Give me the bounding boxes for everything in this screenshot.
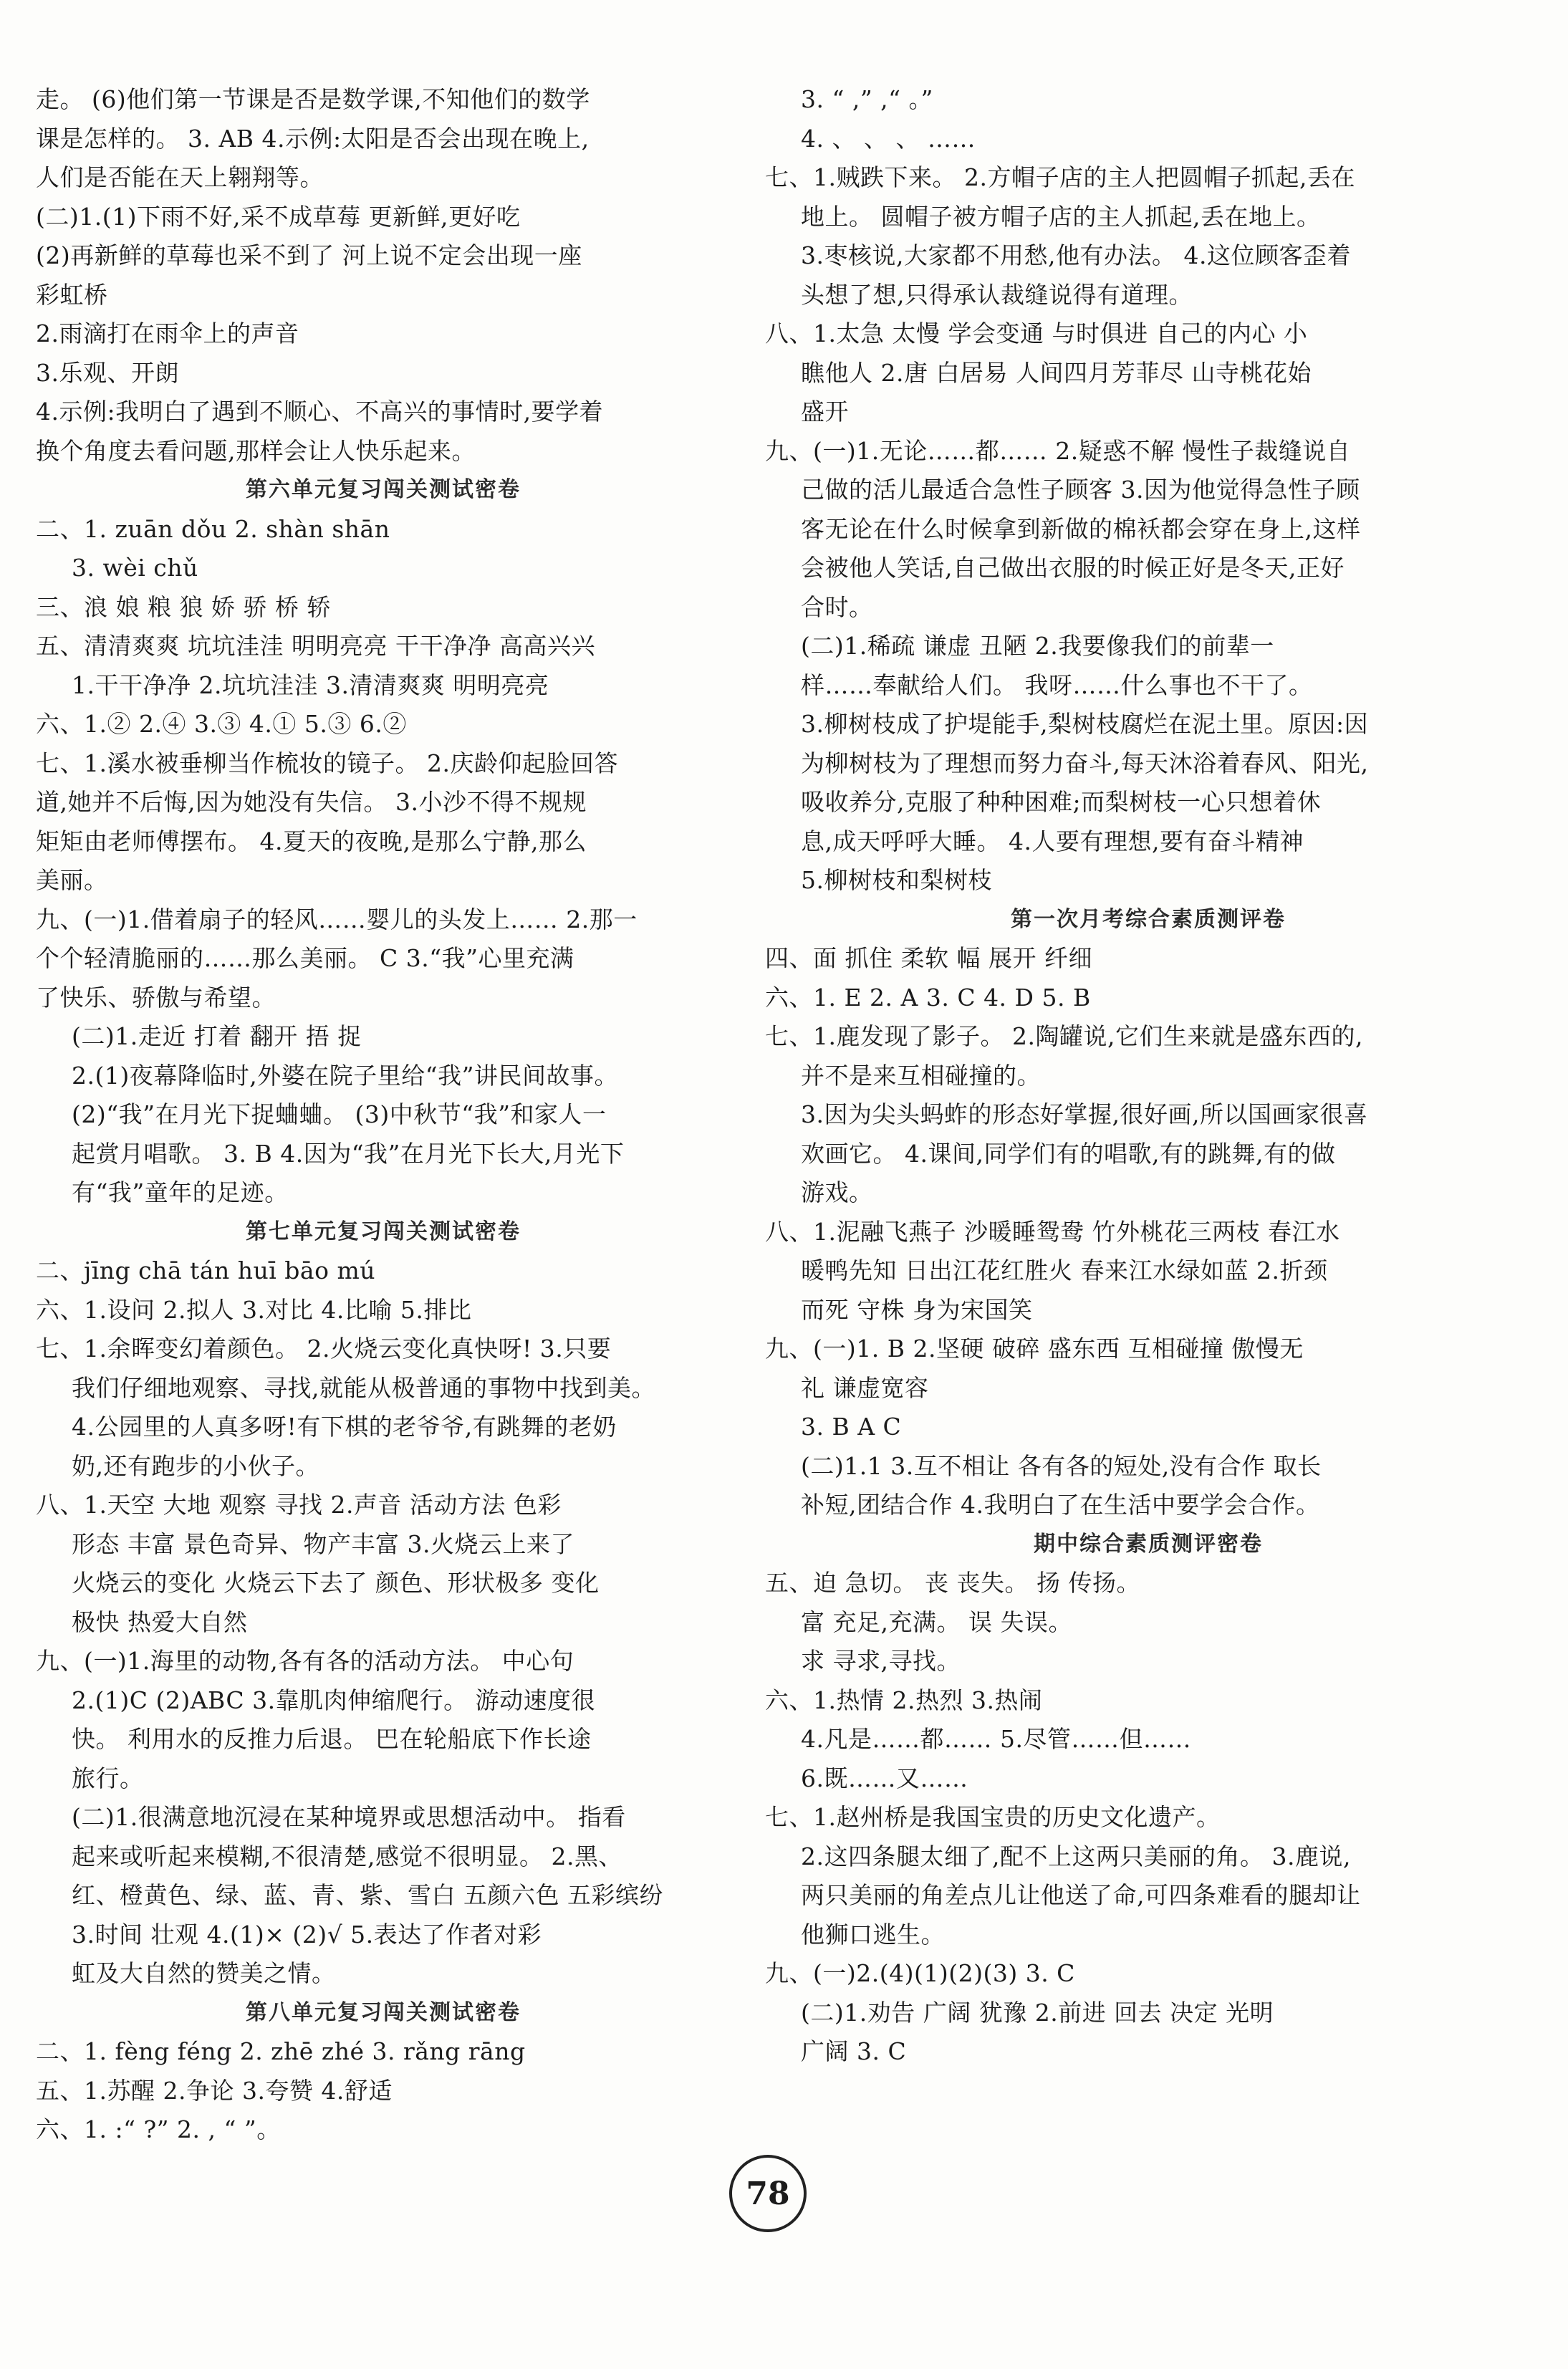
answer-line: 3.时间 壮观 4.(1)× (2)√ 5.表达了作者对彩 [72, 1920, 542, 1948]
answer-line: 七、1.溪水被垂柳当作梳妆的镜子。 2.庆龄仰起脸回答 [36, 749, 618, 777]
answer-line: 二、1. fèng féng 2. zhē zhé 3. rǎng rāng [36, 2037, 526, 2065]
answer-line: 两只美丽的角差点儿让他送了命,可四条难看的腿却让 [801, 1881, 1361, 1909]
answer-line: 人们是否能在天上翱翔等。 [36, 163, 324, 191]
answer-line: 了快乐、骄傲与希望。 [36, 983, 276, 1011]
answer-line: 八、1.天空 大地 观察 寻找 2.声音 活动方法 色彩 [36, 1491, 562, 1519]
section-title: 期中综合素质测评密卷 [1034, 1531, 1263, 1557]
answer-line: 并不是来互相碰撞的。 [801, 1061, 1041, 1090]
answer-line: 七、1.鹿发现了影子。 2.陶罐说,它们生来就是盛东西的, [765, 1022, 1363, 1050]
answer-line: 头想了想,只得承认裁缝说得有道理。 [801, 280, 1193, 309]
answer-line: 六、1.② 2.④ 3.③ 4.① 5.③ 6.② [36, 710, 407, 738]
answer-line: 三、浪 娘 粮 狼 娇 骄 桥 轿 [36, 592, 331, 621]
answer-line: (2)再新鲜的草莓也采不到了 河上说不定会出现一座 [36, 241, 582, 269]
answer-line: 5.柳树枝和梨树枝 [801, 866, 992, 894]
answer-line: 旅行。 [72, 1764, 144, 1792]
answer-line: 个个轻清脆丽的……那么美丽。 C 3.“我”心里充满 [36, 944, 574, 972]
answer-line: 有“我”童年的足迹。 [72, 1178, 289, 1206]
answer-line: (二)1.1 3.互不相让 各有各的短处,没有合作 取长 [801, 1451, 1322, 1480]
answer-line: 九、(一)1.海里的动物,各有各的活动方法。 中心句 [36, 1647, 574, 1675]
answer-line: 会被他人笑话,自己做出衣服的时候正好是冬天,正好 [801, 554, 1345, 582]
answer-line: 七、1.贼跌下来。 2.方帽子店的主人把圆帽子抓起,丢在 [765, 163, 1355, 191]
answer-line: 3. “ ,” ,“ 。” [801, 85, 933, 113]
answer-line: 2.雨滴打在雨伞上的声音 [36, 319, 299, 347]
answer-line: 而死 守株 身为宋国笑 [801, 1295, 1033, 1324]
answer-line: 极快 热爱大自然 [72, 1608, 248, 1636]
answer-line: 七、1.赵州桥是我国宝贵的历史文化遗产。 [765, 1803, 1221, 1831]
answer-line: 奶,还有跑步的小伙子。 [72, 1451, 319, 1480]
answer-line: 6.既……又…… [801, 1764, 968, 1792]
answer-line: 矩矩由老师傅摆布。 4.夏天的夜晚,是那么宁静,那么 [36, 827, 587, 855]
answer-line: (二)1.很满意地沉浸在某种境界或思想活动中。 指看 [72, 1803, 626, 1831]
answer-line: 为柳树枝为了理想而努力奋斗,每天沐浴着春风、阳光, [801, 749, 1369, 777]
answer-line: 客无论在什么时候拿到新做的棉袄都会穿在身上,这样 [801, 514, 1361, 543]
answer-line: 换个角度去看问题,那样会让人快乐起来。 [36, 436, 476, 465]
answer-line: 九、(一)2.(4)(1)(2)(3) 3. C [765, 1959, 1075, 1987]
section-title: 第七单元复习闯关测试密卷 [246, 1219, 521, 1244]
answer-line: 美丽。 [36, 866, 108, 894]
answer-line: 起赏月唱歌。 3. B 4.因为“我”在月光下长大,月光下 [72, 1139, 625, 1168]
right-column [765, 80, 1531, 2072]
answer-line: 四、面 抓住 柔软 幅 展开 纤细 [765, 944, 1092, 972]
answer-line: 4.凡是……都…… 5.尽管……但…… [801, 1725, 1191, 1753]
answer-line: 游戏。 [801, 1178, 873, 1206]
answer-line: 五、清清爽爽 坑坑洼洼 明明亮亮 干干净净 高高兴兴 [36, 632, 595, 660]
answer-line: 九、(一)1.借着扇子的轻风……婴儿的头发上…… 2.那一 [36, 905, 638, 933]
answer-line: (二)1.走近 打着 翻开 捂 捉 [72, 1022, 362, 1050]
answer-line: 求 寻求,寻找。 [801, 1647, 961, 1675]
answer-line: 七、1.余晖变幻着颜色。 2.火烧云变化真快呀! 3.只要 [36, 1335, 612, 1363]
answer-line: 3.柳树枝成了护堤能手,梨树枝腐烂在泥土里。原因:因 [801, 710, 1369, 738]
answer-line: 3.枣核说,大家都不用愁,他有办法。 4.这位顾客歪着 [801, 241, 1351, 269]
answer-line: 2.(1)夜幕降临时,外婆在院子里给“我”讲民间故事。 [72, 1061, 618, 1090]
answer-line: 红、橙黄色、绿、蓝、青、紫、雪白 五颜六色 五彩缤纷 [72, 1881, 663, 1909]
answer-line: 吸收养分,克服了种种困难;而梨树枝一心只想着休 [801, 788, 1322, 816]
answer-line: 六、1.设问 2.拟人 3.对比 4.比喻 5.排比 [36, 1295, 472, 1324]
answer-line: 3.因为尖头蚂蚱的形态好掌握,很好画,所以国画家很喜 [801, 1100, 1368, 1128]
answer-line: 火烧云的变化 火烧云下去了 颜色、形状极多 变化 [72, 1569, 600, 1597]
answer-line: (二)1.劝告 广阔 犹豫 2.前进 回去 决定 光明 [801, 1998, 1274, 2027]
answer-line: 二、1. zuān dǒu 2. shàn shān [36, 514, 390, 543]
answer-line: 道,她并不后悔,因为她没有失信。 3.小沙不得不规规 [36, 788, 587, 816]
answer-line: 二、jīng chā tán huī bāo mú [36, 1256, 375, 1284]
answer-line: 礼 谦虚宽容 [801, 1373, 929, 1402]
left-column [36, 80, 731, 2150]
answer-line: 六、1. E 2. A 3. C 4. D 5. B [765, 983, 1091, 1011]
answer-line: 息,成天呼呼大睡。 4.人要有理想,要有奋斗精神 [801, 827, 1304, 855]
answer-line: 九、(一)1. B 2.坚硬 破碎 盛东西 互相碰撞 傲慢无 [765, 1335, 1304, 1363]
answer-line: 己做的活儿最适合急性子顾客 3.因为他觉得急性子顾 [801, 476, 1360, 504]
answer-line: 盛开 [801, 398, 849, 426]
answer-line: 走。 (6)他们第一节课是否是数学课,不知他们的数学 [36, 85, 590, 113]
answer-line: (2)“我”在月光下捉蛐蛐。 (3)中秋节“我”和家人一 [72, 1100, 607, 1128]
page-number: 78 [729, 2155, 807, 2232]
answer-line: 3. B A C [801, 1413, 902, 1441]
answer-line: 富 充足,充满。 误 失误。 [801, 1608, 1072, 1636]
answer-line: 彩虹桥 [36, 280, 108, 309]
answer-line: 形态 丰富 景色奇异、物产丰富 3.火烧云上来了 [72, 1529, 574, 1558]
answer-line: 八、1.泥融飞燕子 沙暖睡鸳鸯 竹外桃花三两枝 春江水 [765, 1217, 1340, 1246]
answer-line: 1.干干净净 2.坑坑洼洼 3.清清爽爽 明明亮亮 [72, 671, 549, 699]
answer-line: 瞧他人 2.唐 白居易 人间四月芳菲尽 山寺桃花始 [801, 358, 1312, 387]
answer-line: 欢画它。 4.课间,同学们有的唱歌,有的跳舞,有的做 [801, 1139, 1336, 1168]
answer-line: 快。 利用水的反推力后退。 巴在轮船底下作长途 [72, 1725, 592, 1753]
answer-line: 他狮口逃生。 [801, 1920, 945, 1948]
section-title: 第八单元复习闯关测试密卷 [246, 1999, 521, 2025]
answer-line: 广阔 3. C [801, 2037, 907, 2065]
section-title: 第一次月考综合素质测评卷 [1011, 906, 1286, 932]
answer-line: 合时。 [801, 592, 873, 621]
answer-line: 补短,团结合作 4.我明白了在生活中要学会合作。 [801, 1491, 1320, 1519]
answer-line: 五、1.苏醒 2.争论 3.夸赞 4.舒适 [36, 2076, 393, 2105]
answer-line: 我们仔细地观察、寻找,就能从极普通的事物中找到美。 [72, 1373, 655, 1402]
answer-line: 五、迫 急切。 丧 丧失。 扬 传扬。 [765, 1569, 1140, 1597]
answer-line: 2.(1)C (2)ABC 3.靠肌肉伸缩爬行。 游动速度很 [72, 1686, 596, 1714]
answer-line: 课是怎样的。 3. AB 4.示例:太阳是否会出现在晚上, [36, 124, 590, 153]
answer-line: 九、(一)1.无论……都…… 2.疑惑不解 慢性子裁缝说自 [765, 436, 1351, 465]
answer-line: 六、1. :“ ?” 2. , “ ”。 [36, 2115, 281, 2143]
answer-line: 4. 、 、 、 …… [801, 124, 976, 153]
answer-line: 3. wèi chǔ [72, 554, 198, 582]
answer-line: 八、1.太急 太慢 学会变通 与时俱进 自己的内心 小 [765, 319, 1308, 347]
answer-line: 4.公园里的人真多呀!有下棋的老爷爷,有跳舞的老奶 [72, 1413, 617, 1441]
answer-line: (二)1.稀疏 谦虚 丑陋 2.我要像我们的前辈一 [801, 632, 1274, 660]
answer-line: 2.这四条腿太细了,配不上这两只美丽的角。 3.鹿说, [801, 1842, 1351, 1870]
section-title: 第六单元复习闯关测试密卷 [246, 477, 521, 502]
answer-line: 4.示例:我明白了遇到不顺心、不高兴的事情时,要学着 [36, 398, 604, 426]
answer-line: 暖鸭先知 日出江花红胜火 春来江水绿如蓝 2.折颈 [801, 1256, 1328, 1284]
answer-line: 地上。 圆帽子被方帽子店的主人抓起,丢在地上。 [801, 202, 1321, 231]
answer-line: 起来或听起来模糊,不很清楚,感觉不很明显。 2.黑、 [72, 1842, 622, 1870]
answer-line: 样……奉献给人们。 我呀……什么事也不干了。 [801, 671, 1313, 699]
answer-line: 3.乐观、开朗 [36, 358, 179, 387]
answer-line: 六、1.热情 2.热烈 3.热闹 [765, 1686, 1043, 1714]
answer-line: 虹及大自然的赞美之情。 [72, 1959, 336, 1987]
answer-line: (二)1.(1)下雨不好,采不成草莓 更新鲜,更好吃 [36, 202, 521, 231]
